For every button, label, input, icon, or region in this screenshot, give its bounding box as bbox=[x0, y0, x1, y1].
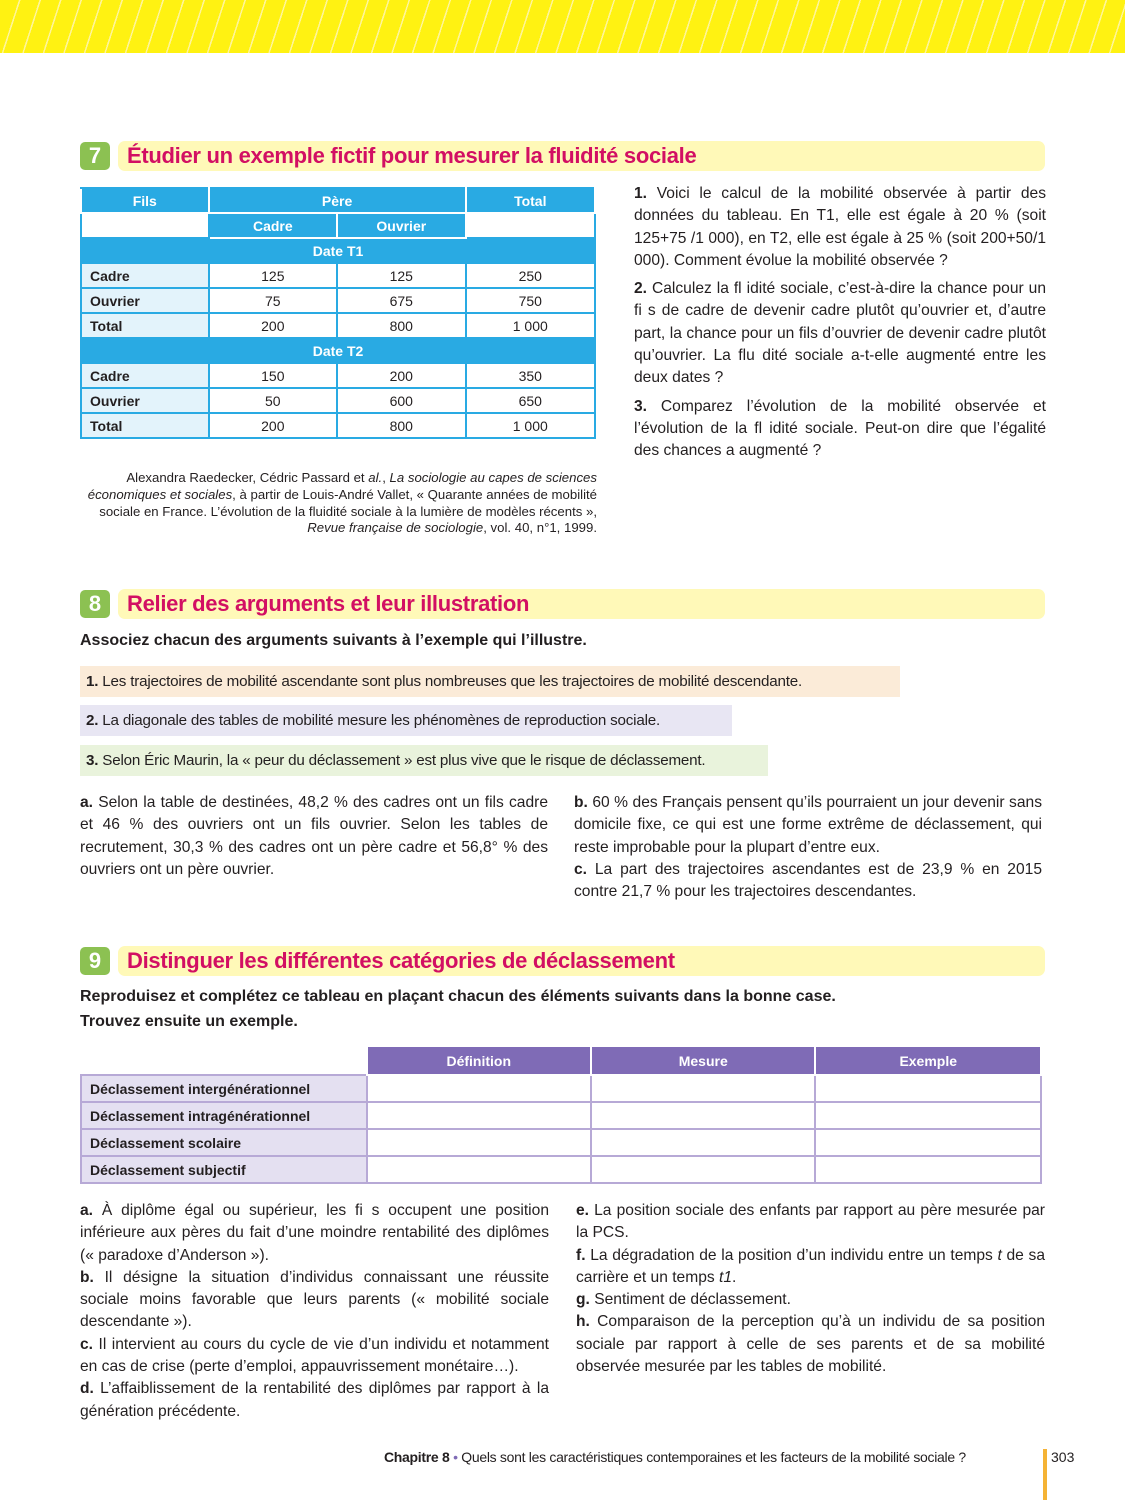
empty-cell[interactable] bbox=[815, 1102, 1041, 1129]
argument-number: 2. bbox=[86, 712, 99, 729]
page-number-bar bbox=[1043, 1449, 1047, 1500]
question-3 bbox=[634, 396, 1046, 463]
cell: 150 bbox=[209, 363, 337, 388]
page-number: 303 bbox=[1051, 1449, 1075, 1465]
cell: 200 bbox=[209, 413, 337, 438]
row-label: Total bbox=[81, 413, 209, 438]
empty-cell[interactable] bbox=[367, 1075, 592, 1102]
cell: 1 000 bbox=[466, 413, 595, 438]
empty-cell[interactable] bbox=[367, 1156, 592, 1183]
cell: 50 bbox=[209, 388, 337, 413]
section-8-title: Relier des arguments et leur illustration bbox=[127, 591, 530, 616]
cell: 675 bbox=[337, 288, 466, 313]
header-fils: Fils bbox=[81, 188, 209, 213]
band-date-t2: Date T2 bbox=[81, 338, 595, 363]
item-italic: t1 bbox=[719, 1268, 733, 1286]
question-1 bbox=[634, 183, 1046, 272]
items-a-d bbox=[80, 1200, 549, 1423]
caption-text: , vol. 40, n°1, 1999. bbox=[483, 520, 597, 536]
caption-italic: al. bbox=[368, 470, 383, 485]
item-letter: d. bbox=[80, 1380, 94, 1398]
header-pere-cadre: Cadre bbox=[209, 213, 337, 238]
row-label: Total bbox=[81, 313, 209, 338]
row-label: Ouvrier bbox=[81, 388, 209, 413]
section-9-instruction-1: Reproduisez et complétez ce tableau en plaçant chacun des éléments suivants dans la bonne case. bbox=[80, 988, 836, 1005]
section-9-instruction-2: Trouvez ensuite un exemple. bbox=[80, 1013, 298, 1030]
table-row bbox=[81, 1129, 1041, 1156]
item-d bbox=[80, 1378, 549, 1423]
item-letter: b. bbox=[80, 1268, 94, 1286]
band-date-t1: Date T1 bbox=[81, 238, 595, 263]
item-text: de sa carrière et un temps bbox=[576, 1246, 1045, 1286]
header-total: Total bbox=[466, 188, 595, 213]
table-row bbox=[81, 388, 595, 413]
table-source-caption bbox=[80, 470, 597, 537]
item-letter: h. bbox=[576, 1313, 590, 1331]
cell: 800 bbox=[337, 413, 466, 438]
section-8-instruction: Associez chacun des arguments suivants à l’exemple qui l’illustre. bbox=[80, 632, 587, 649]
section-7-number: 7 bbox=[80, 142, 110, 170]
empty-cell[interactable] bbox=[367, 1102, 592, 1129]
empty-cell[interactable] bbox=[367, 1129, 592, 1156]
chapter-title: Quels sont les caractéristiques contemporaines et les facteurs de la mobilité sociale ? bbox=[461, 1449, 966, 1465]
item-g bbox=[576, 1289, 1045, 1311]
item-text: La dégradation de la position d’un individu entre un temps bbox=[585, 1246, 998, 1264]
empty-cell[interactable] bbox=[591, 1075, 815, 1102]
empty-cell[interactable] bbox=[591, 1102, 815, 1129]
argument-1 bbox=[80, 666, 900, 697]
argument-text: Selon Éric Maurin, la « peur du déclassement » est plus vive que le risque de déclassement. bbox=[98, 752, 706, 769]
example-letter: c. bbox=[574, 860, 588, 878]
empty-cell[interactable] bbox=[815, 1156, 1041, 1183]
example-c bbox=[574, 859, 1042, 904]
item-f bbox=[576, 1245, 1045, 1290]
header-definition: Définition bbox=[367, 1046, 592, 1075]
section-8-number: 8 bbox=[80, 590, 110, 618]
header-exemple: Exemple bbox=[815, 1046, 1041, 1075]
item-text: Comparaison de la perception qu’à un individu de sa position sociale par rapport à celle de ses parents et de sa mobilité observée mesurée par les tables de mobilité. bbox=[576, 1313, 1045, 1376]
row-label: Déclassement intragénérationnel bbox=[81, 1102, 367, 1129]
item-e bbox=[576, 1200, 1045, 1245]
table-row bbox=[81, 363, 595, 388]
header-pere: Père bbox=[209, 188, 466, 213]
item-letter: a. bbox=[80, 1202, 94, 1219]
item-text: L’affaiblissement de la rentabilité des diplômes par rapport à la génération précédente. bbox=[80, 1380, 549, 1420]
argument-text: La diagonale des tables de mobilité mesure les phénomènes de reproduction sociale. bbox=[98, 712, 661, 729]
argument-number: 1. bbox=[86, 673, 99, 690]
cell: 650 bbox=[466, 388, 595, 413]
table-row bbox=[81, 313, 595, 338]
example-text: Selon la table de destinées, 48,2 % des cadres ont un fils cadre et 46 % des ouvriers ont un fils ouvrier. Selon les tables de recrutement, 30,3 % des cadres ont un père cadre et 56,8° % des ouvriers ont un père ouvrier. bbox=[80, 794, 548, 878]
caption-book-title: La sociologie au capes de sciences économiques et sociales bbox=[87, 470, 597, 502]
page-footer bbox=[384, 1449, 966, 1465]
row-label: Ouvrier bbox=[81, 288, 209, 313]
header-empty-cell bbox=[81, 213, 209, 238]
table-row bbox=[81, 288, 595, 313]
items-e-h bbox=[576, 1200, 1045, 1378]
section-9-header bbox=[80, 946, 1045, 976]
section-8-header bbox=[80, 589, 1045, 619]
cell: 600 bbox=[337, 388, 466, 413]
table-row bbox=[81, 263, 595, 288]
mobility-table bbox=[80, 187, 596, 439]
example-text: 60 % des Français pensent qu’ils pourraient un jour devenir sans domicile fixe, ce qui est une forme extrême de déclassement, qui reste improbable pour la plupart d’entre eux. bbox=[574, 794, 1042, 856]
chapter-label: Chapitre 8 bbox=[384, 1449, 450, 1465]
item-a bbox=[80, 1200, 549, 1267]
example-letter: a. bbox=[80, 794, 94, 811]
item-letter: c. bbox=[80, 1335, 94, 1353]
item-text: À diplôme égal ou supérieur, les fi s occupent une position inférieure aux pères du fait d’une moindre rentabilité des diplômes (« paradoxe d’Anderson »). bbox=[80, 1202, 549, 1264]
item-b bbox=[80, 1267, 549, 1334]
section-9-number: 9 bbox=[80, 947, 110, 975]
corner-cell bbox=[81, 1046, 367, 1075]
example-text: La part des trajectoires ascendantes est de 23,9 % en 2015 contre 21,7 % pour les trajectoires descendantes. bbox=[574, 860, 1042, 901]
declassement-table bbox=[80, 1045, 1042, 1184]
empty-cell[interactable] bbox=[591, 1156, 815, 1183]
cell: 200 bbox=[209, 313, 337, 338]
item-text: . bbox=[732, 1268, 737, 1286]
empty-cell[interactable] bbox=[815, 1129, 1041, 1156]
argument-3 bbox=[80, 745, 768, 776]
item-h bbox=[576, 1311, 1045, 1378]
caption-text: Alexandra Raedecker, Cédric Passard et bbox=[126, 470, 369, 485]
section-7-title: Étudier un exemple fictif pour mesurer la fluidité sociale bbox=[127, 143, 697, 168]
separator-dot: • bbox=[453, 1449, 458, 1465]
cell: 200 bbox=[337, 363, 466, 388]
cell: 800 bbox=[337, 313, 466, 338]
header-empty-cell bbox=[466, 213, 595, 238]
question-text: Comparez l’évolution de la mobilité observée et l’évolution de la fl idité sociale. Peut-on dire que l’égalité des chances a augmenté ? bbox=[634, 397, 1046, 460]
caption-journal-title: Revue française de sociologie bbox=[307, 520, 484, 536]
decorative-top-band bbox=[0, 0, 1125, 53]
header-mesure: Mesure bbox=[591, 1046, 815, 1075]
cell: 125 bbox=[337, 263, 466, 288]
cell: 750 bbox=[466, 288, 595, 313]
question-text: Calculez la fl idité sociale, c’est-à-dire la chance pour un fi s de cadre de devenir cadre plutôt qu’ouvrier et, d’autre part, la chance pour un fils d’ouvrier de devenir cadre plutôt qu’ouvrier. La flu dité sociale a-t-elle augmenté entre les deux dates ? bbox=[634, 280, 1046, 387]
empty-cell[interactable] bbox=[815, 1075, 1041, 1102]
item-text: Il intervient au cours du cycle de vie d’un individu et notamment en cas de crise (perte d’emploi, appauvrissement monétaire…). bbox=[80, 1335, 549, 1376]
question-2 bbox=[634, 278, 1046, 389]
cell: 250 bbox=[466, 263, 595, 288]
row-label: Déclassement subjectif bbox=[81, 1156, 367, 1183]
item-letter: e. bbox=[576, 1202, 590, 1219]
argument-text: Les trajectoires de mobilité ascendante sont plus nombreuses que les trajectoires de mobilité descendante. bbox=[98, 673, 803, 690]
argument-number: 3. bbox=[86, 752, 99, 769]
item-c bbox=[80, 1334, 549, 1379]
item-letter: g. bbox=[576, 1291, 590, 1309]
caption-text: , bbox=[382, 470, 390, 485]
caption-text: , à partir de Louis-André Vallet, « Quarante années de mobilité sociale en France. L’évolution de la fluidité sociale à la lumière de modèles récents », bbox=[99, 486, 597, 519]
item-text: Sentiment de déclassement. bbox=[589, 1291, 791, 1309]
empty-cell[interactable] bbox=[591, 1129, 815, 1156]
example-b bbox=[574, 792, 1042, 859]
example-a bbox=[80, 792, 548, 881]
table-row bbox=[81, 1156, 1041, 1183]
row-label: Cadre bbox=[81, 263, 209, 288]
question-number: 2. bbox=[634, 280, 648, 298]
table-row bbox=[81, 1102, 1041, 1129]
examples-b-c bbox=[574, 792, 1042, 903]
item-text: Il désigne la situation d’individus connaissant une réussite sociale moins favorable que leurs parents (« mobilité sociale descendante »). bbox=[80, 1268, 549, 1331]
cell: 350 bbox=[466, 363, 595, 388]
argument-2 bbox=[80, 705, 732, 736]
row-label: Cadre bbox=[81, 363, 209, 388]
item-text: La position sociale des enfants par rapport au père mesurée par la PCS. bbox=[576, 1202, 1045, 1242]
question-text: Voici le calcul de la mobilité observée à partir des données du tableau. En T1, elle est égale à 20 % (soit 125+75 /1 000), en T2, elle est égale à 25 % (soit 200+50/1 000). Comment évolue la mobilité observée ? bbox=[634, 185, 1046, 269]
section-7-header bbox=[80, 141, 1045, 171]
question-number: 3. bbox=[634, 397, 648, 415]
cell: 1 000 bbox=[466, 313, 595, 338]
item-italic: t bbox=[997, 1246, 1002, 1264]
section-9-title: Distinguer les différentes catégories de déclassement bbox=[127, 948, 675, 973]
table-row bbox=[81, 1075, 1041, 1102]
section-7-questions bbox=[634, 183, 1046, 469]
item-letter: f. bbox=[576, 1246, 586, 1264]
question-number: 1. bbox=[634, 185, 648, 202]
table-row bbox=[81, 413, 595, 438]
cell: 125 bbox=[209, 263, 337, 288]
cell: 75 bbox=[209, 288, 337, 313]
row-label: Déclassement scolaire bbox=[81, 1129, 367, 1156]
row-label: Déclassement intergénérationnel bbox=[81, 1075, 367, 1102]
header-pere-ouvrier: Ouvrier bbox=[337, 213, 466, 238]
example-letter: b. bbox=[574, 794, 588, 811]
